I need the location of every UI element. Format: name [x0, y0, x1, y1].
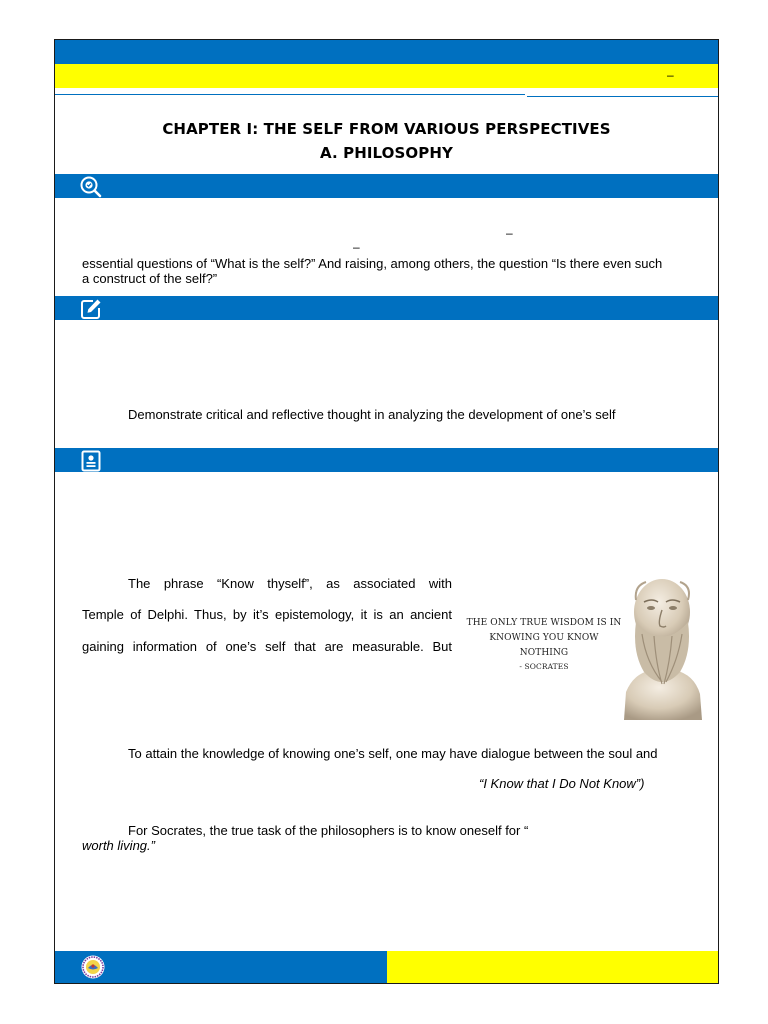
lesson-section-bar	[55, 448, 718, 472]
intro-dash-2: –	[353, 240, 360, 254]
header-dash: –	[667, 68, 674, 82]
edit-icon	[79, 297, 101, 319]
school-seal-logo	[81, 955, 105, 979]
lesson-p2-line-1: To attain the knowledge of knowing one’s self, one may have dialogue between the soul and	[128, 746, 658, 761]
lesson-p1-line-3: gaining information of one’s self that are measurable. But	[82, 639, 452, 654]
quote-line-3: NOTHING	[519, 648, 569, 658]
introduction-section-bar	[55, 174, 718, 198]
quote-line-4: - SOCRATES	[519, 662, 569, 671]
intro-line-2: a construct of the self?”	[82, 271, 218, 286]
header-yellow-bar	[55, 64, 718, 88]
chapter-title: CHAPTER I: THE SELF FROM VARIOUS PERSPECTIVES	[162, 120, 611, 138]
header-rule-left	[55, 94, 525, 95]
contact-card-icon	[79, 449, 101, 471]
header-blue-bar	[55, 40, 718, 64]
header-rule-right	[527, 96, 718, 97]
objective-text: Demonstrate critical and reflective thought in analyzing the development of one’s self	[128, 407, 616, 422]
document-page	[54, 39, 719, 984]
lesson-p1-line-1: The phrase “Know thyself”, as associated with	[128, 576, 452, 591]
lesson-p2-line-2: “I Know that I Do Not Know”)	[479, 776, 645, 791]
socrates-quote-image	[464, 572, 709, 720]
quote-line-2: KNOWING YOU KNOW	[489, 633, 599, 643]
lesson-p3-line-2: worth living.”	[82, 838, 155, 853]
lesson-p1-line-2: Temple of Delphi. Thus, by it’s epistemology, it is an ancient	[82, 607, 452, 622]
intro-dash-1: –	[506, 226, 513, 240]
lesson-p3-line-1: For Socrates, the true task of the philosophers is to know oneself for “	[128, 823, 529, 838]
quote-line-1: THE ONLY TRUE WISDOM IS IN	[466, 618, 622, 628]
section-title: A. PHILOSOPHY	[320, 144, 453, 162]
socrates-bust-illustration	[614, 572, 709, 720]
objective-section-bar	[55, 296, 718, 320]
magnifier-icon	[79, 175, 101, 197]
footer-blue-bar	[55, 951, 387, 983]
intro-line-1: essential questions of “What is the self?” And raising, among others, the question “Is there even such	[82, 256, 663, 271]
footer-yellow-bar	[387, 951, 718, 983]
